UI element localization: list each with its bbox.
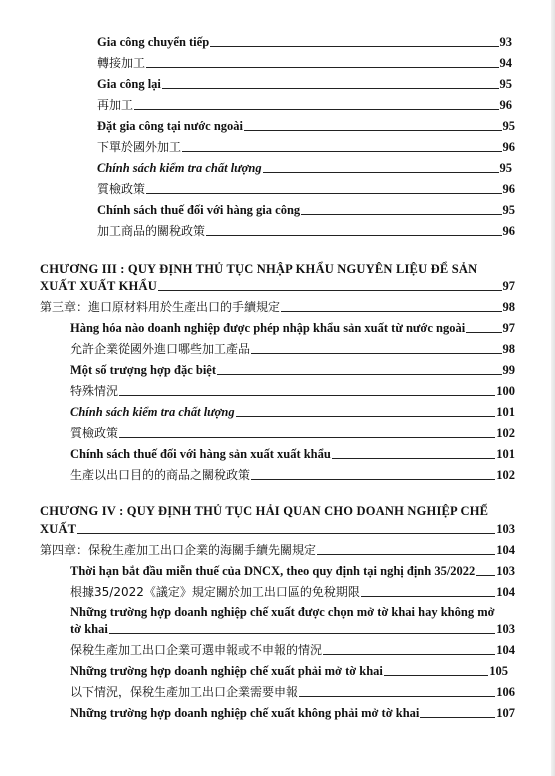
toc-entry-title: Những trường hợp doanh nghiệp chế xuất phải mở tờ khai	[70, 664, 383, 678]
chapter-3-heading-cont: XUẤT XUẤT KHẨU	[40, 279, 157, 293]
toc-entry-page: 98	[502, 300, 515, 314]
leader-line	[299, 696, 495, 697]
leader-line	[361, 596, 495, 597]
leader-line	[244, 130, 501, 131]
toc-entry-page: 97	[502, 321, 515, 335]
toc-entry-page: 103	[496, 622, 515, 636]
toc-entry-page: 98	[502, 342, 515, 356]
chapter-4-heading-cont: XUẤT	[40, 522, 77, 536]
toc-entry-title: 根據35/2022《議定》規定關於加工出口區的免稅期限	[70, 585, 360, 599]
toc-chapter-entry[interactable]	[40, 278, 515, 294]
toc-entry[interactable]	[70, 362, 515, 378]
toc-entry-title: 質檢政策	[70, 426, 119, 440]
toc-entry[interactable]	[70, 563, 515, 579]
toc-entry[interactable]	[97, 97, 512, 113]
leader-line	[323, 654, 495, 655]
toc-entry[interactable]	[97, 223, 515, 239]
toc-entry-page: 95	[499, 161, 512, 175]
toc-entry-title: Một số trượng hợp đặc biệt	[70, 363, 216, 377]
toc-entry-title: Hàng hóa nào doanh nghiệp được phép nhập khẩu sản xuất từ nước ngoài	[70, 321, 466, 335]
toc-entry-page: 96	[502, 224, 515, 238]
toc-entry-title: 質檢政策	[97, 182, 146, 196]
toc-entry-page: 101	[496, 447, 515, 461]
toc-entry[interactable]	[97, 139, 515, 155]
chapter-3-heading-zh: 第三章：進口原材料用於生產出口的手續規定	[40, 300, 281, 314]
leader-line	[263, 172, 499, 173]
leader-line	[251, 353, 501, 354]
toc-entry[interactable]	[97, 181, 515, 197]
leader-line	[206, 235, 501, 236]
toc-entry-page: 96	[502, 140, 515, 154]
toc-entry[interactable]	[70, 446, 515, 462]
toc-entry-title: Thời hạn bắt đầu miễn thuế của DNCX, theo quy định tại nghị định 35/2022	[70, 564, 476, 578]
toc-entry-title: Chính sách kiểm tra chất lượng	[97, 161, 262, 175]
toc-entry-title: 再加工	[97, 98, 134, 112]
toc-entry[interactable]	[97, 76, 512, 92]
leader-line	[251, 479, 495, 480]
toc-entry[interactable]	[70, 663, 508, 679]
toc-entry[interactable]	[70, 684, 515, 700]
toc-entry[interactable]	[70, 425, 515, 441]
toc-entry-title: Gia công chuyển tiếp	[97, 35, 210, 49]
toc-entry-title: 加工商品的關稅政策	[97, 224, 206, 238]
toc-entry-page: 99	[502, 363, 515, 377]
toc-chapter-entry[interactable]	[40, 542, 515, 558]
toc-entry[interactable]	[97, 160, 512, 176]
toc-entry-title: 保稅生產加工出口企業可選申報或不申報的情況	[70, 643, 323, 657]
leader-line	[119, 437, 495, 438]
toc-entry-title[interactable]: Những trường hợp doanh nghiệp chế xuất được chọn mở tờ khai hay không mở	[70, 605, 495, 619]
toc-entry-page: 100	[496, 384, 515, 398]
toc-entry-page: 102	[496, 468, 515, 482]
toc-entry-page: 97	[502, 279, 515, 293]
leader-line	[119, 395, 495, 396]
toc-entry[interactable]	[70, 383, 515, 399]
toc-chapter-entry[interactable]	[40, 521, 515, 537]
leader-line	[146, 193, 501, 194]
toc-entry-page: 105	[489, 664, 508, 678]
leader-line	[420, 717, 495, 718]
leader-line	[384, 675, 488, 676]
toc-entry-title: Những trường hợp doanh nghiệp chế xuất không phải mở tờ khai	[70, 706, 420, 720]
toc-entry-title: 生產以出口目的的商品之關稅政策	[70, 468, 251, 482]
chapter-4-heading-zh: 第四章：保稅生產加工出口企業的海關手續先關規定	[40, 543, 317, 557]
toc-entry[interactable]	[70, 621, 515, 637]
page-edge	[551, 0, 555, 776]
toc-entry-title: 允許企業從國外進口哪些加工產品	[70, 342, 251, 356]
toc-entry-title: Chính sách thuế đối với hàng gia công	[97, 203, 301, 217]
toc-entry-title: 特殊情況	[70, 384, 119, 398]
chapter-3-heading[interactable]: CHƯƠNG III : QUY ĐỊNH THỦ TỤC NHẬP KHẨU NGUYÊN LIỆU ĐỂ SẢN	[40, 262, 478, 276]
toc-entry-page: 104	[496, 585, 515, 599]
toc-entry-title: 轉接加工	[97, 56, 146, 70]
toc-entry[interactable]	[70, 467, 515, 483]
toc-entry-page: 103	[496, 522, 515, 536]
toc-entry[interactable]	[97, 118, 515, 134]
leader-line	[182, 151, 501, 152]
toc-entry-page: 104	[496, 643, 515, 657]
toc-entry-page: 101	[496, 405, 515, 419]
toc-entry-page: 102	[496, 426, 515, 440]
leader-line	[210, 46, 498, 47]
toc-entry-page: 96	[499, 98, 512, 112]
toc-entry-page: 106	[496, 685, 515, 699]
toc-entry[interactable]	[70, 320, 515, 336]
toc-entry-page: 95	[502, 203, 515, 217]
leader-line	[109, 633, 495, 634]
toc-entry-title: Đặt gia công tại nước ngoài	[97, 119, 244, 133]
toc-entry-title: Chính sách thuế đối với hàng sản xuất xuất khẩu	[70, 447, 331, 461]
toc-entry[interactable]	[70, 642, 515, 658]
toc-entry-title: Gia công lại	[97, 77, 161, 91]
leader-line	[332, 458, 495, 459]
toc-entry-title: Chính sách kiểm tra chất lượng	[70, 405, 235, 419]
toc-entry-page: 96	[502, 182, 515, 196]
leader-line	[317, 554, 495, 555]
toc-entry-page: 95	[502, 119, 515, 133]
leader-line	[146, 67, 498, 68]
toc-entry-title: 以下情況，保稅生產加工出口企業需要申報	[70, 685, 299, 699]
leader-line	[466, 332, 501, 333]
toc-entry-page: 94	[499, 56, 512, 70]
toc-entry-page: 93	[499, 35, 512, 49]
leader-line	[134, 109, 498, 110]
toc-entry[interactable]	[97, 202, 515, 218]
leader-line	[162, 88, 499, 89]
leader-line	[236, 416, 496, 417]
toc-entry[interactable]	[97, 55, 512, 71]
toc-entry-page: 104	[496, 543, 515, 557]
toc-entry-page: 103	[496, 564, 515, 578]
toc-entry-title-cont: tờ khai	[70, 622, 108, 636]
toc-entry[interactable]	[97, 34, 512, 50]
toc-entry[interactable]	[70, 341, 515, 357]
toc-entry-title: 下單於國外加工	[97, 140, 182, 154]
leader-line	[77, 533, 495, 534]
toc-entry[interactable]	[70, 705, 515, 721]
leader-line	[281, 311, 501, 312]
leader-line	[301, 214, 501, 215]
toc-entry[interactable]	[70, 584, 515, 600]
toc-entry-page: 107	[496, 706, 515, 720]
toc-entry-page: 95	[499, 77, 512, 91]
toc-entry[interactable]	[70, 404, 515, 420]
leader-line	[476, 575, 495, 576]
leader-line	[158, 290, 502, 291]
chapter-4-heading[interactable]: CHƯƠNG IV : QUY ĐỊNH THỦ TỤC HẢI QUAN CHO DOANH NGHIỆP CHẾ	[40, 504, 489, 518]
leader-line	[217, 374, 502, 375]
toc-chapter-entry[interactable]	[40, 299, 515, 315]
